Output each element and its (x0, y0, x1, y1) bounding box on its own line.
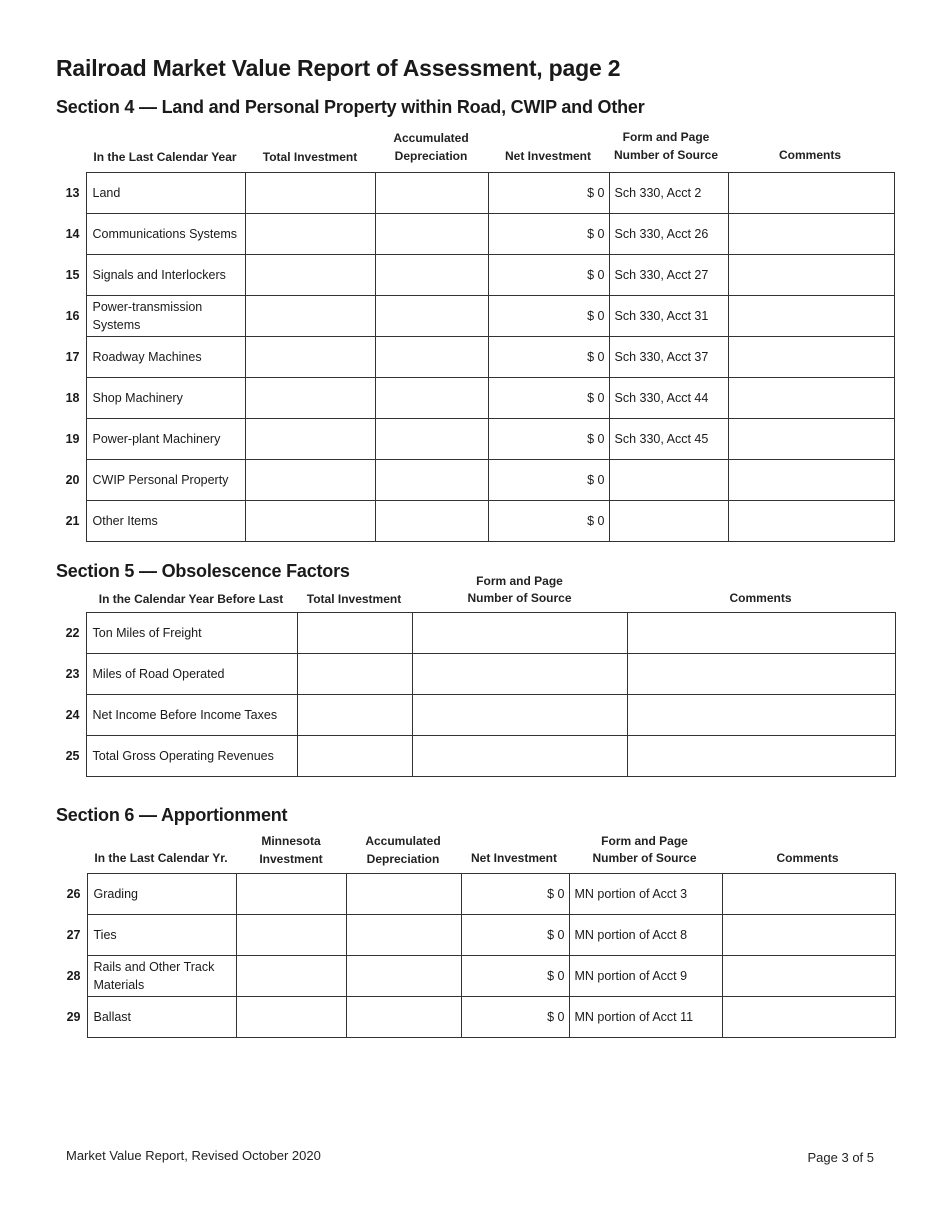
comments-input[interactable] (627, 695, 895, 736)
net-investment-value: $ 0 (488, 378, 609, 419)
s4-col-total: Total Investment (262, 150, 358, 164)
comments-input[interactable] (722, 956, 895, 997)
line-number: 26 (57, 874, 87, 915)
comments-input[interactable] (627, 654, 895, 695)
s6-col-comments: Comments (776, 851, 839, 865)
row-label: Ballast (87, 997, 236, 1038)
minnesota-investment-input[interactable] (236, 874, 346, 915)
s4-col-accum-2: Depreciation (394, 149, 468, 163)
line-number: 27 (57, 915, 87, 956)
section-6-table (57, 873, 896, 1038)
section-5-table (56, 612, 896, 777)
total-investment-input[interactable] (297, 654, 412, 695)
source-reference (609, 460, 728, 501)
s6-col-accum-1: Accumulated (365, 834, 441, 848)
table-row (57, 874, 895, 915)
source-reference: MN portion of Acct 9 (569, 956, 722, 997)
s6-col-mn-1: Minnesota (261, 834, 321, 848)
s6-col-label: In the Last Calendar Yr. (94, 851, 228, 865)
line-number: 18 (56, 378, 86, 419)
table-row (56, 378, 894, 419)
s5-col-label: In the Calendar Year Before Last (98, 592, 284, 606)
comments-input[interactable] (728, 460, 894, 501)
table-row (57, 997, 895, 1038)
comments-input[interactable] (722, 915, 895, 956)
source-input[interactable] (412, 695, 627, 736)
total-investment-input[interactable] (297, 613, 412, 654)
minnesota-investment-input[interactable] (236, 997, 346, 1038)
line-number: 21 (56, 501, 86, 542)
table-row (56, 501, 894, 542)
footer-revision: Market Value Report, Revised October 2020 (66, 1148, 321, 1163)
table-row (56, 736, 895, 777)
source-reference: Sch 330, Acct 31 (609, 296, 728, 337)
table-row (56, 695, 895, 736)
s4-col-source-2: Number of Source (613, 148, 718, 162)
accumulated-depreciation-input[interactable] (375, 378, 488, 419)
accumulated-depreciation-input[interactable] (375, 296, 488, 337)
source-reference: MN portion of Acct 8 (569, 915, 722, 956)
net-investment-value: $ 0 (488, 501, 609, 542)
line-number: 23 (56, 654, 86, 695)
section-4-table (56, 172, 895, 542)
net-investment-value: $ 0 (488, 214, 609, 255)
s6-col-source-1: Form and Page (601, 834, 688, 848)
table-row (56, 296, 894, 337)
comments-input[interactable] (627, 613, 895, 654)
minnesota-investment-input[interactable] (236, 956, 346, 997)
total-investment-input[interactable] (297, 695, 412, 736)
net-investment-value: $ 0 (461, 956, 569, 997)
net-investment-value: $ 0 (488, 419, 609, 460)
net-investment-value: $ 0 (488, 296, 609, 337)
total-investment-input[interactable] (245, 501, 375, 542)
row-label: Net Income Before Income Taxes (86, 695, 297, 736)
section-6-heading: Section 6 — Apportionment (56, 805, 288, 825)
net-investment-value: $ 0 (461, 915, 569, 956)
row-label: Grading (87, 874, 236, 915)
net-investment-value: $ 0 (488, 255, 609, 296)
footer-page-number: Page 3 of 5 (807, 1150, 874, 1165)
table-row (56, 460, 894, 501)
accumulated-depreciation-input[interactable] (375, 419, 488, 460)
comments-input[interactable] (728, 337, 894, 378)
row-label: Total Gross Operating Revenues (86, 736, 297, 777)
table-row (57, 915, 895, 956)
s5-col-source-2: Number of Source (467, 591, 572, 605)
source-reference: Sch 330, Acct 45 (609, 419, 728, 460)
line-number: 20 (56, 460, 86, 501)
table-row (56, 613, 895, 654)
line-number: 16 (56, 296, 86, 337)
line-number: 29 (57, 997, 87, 1038)
row-label: Roadway Machines (86, 337, 245, 378)
s6-col-net: Net Investment (470, 851, 558, 865)
row-label: Land (86, 173, 245, 214)
row-label: Communications Systems (86, 214, 245, 255)
line-number: 15 (56, 255, 86, 296)
source-input[interactable] (412, 613, 627, 654)
line-number: 28 (57, 956, 87, 997)
accumulated-depreciation-input[interactable] (346, 915, 461, 956)
source-input[interactable] (412, 654, 627, 695)
section-5-heading: Section 5 — Obsolescence Factors (56, 561, 350, 581)
row-label: Rails and Other Track Materials (87, 956, 236, 997)
accumulated-depreciation-input[interactable] (375, 214, 488, 255)
row-label: CWIP Personal Property (86, 460, 245, 501)
source-reference: Sch 330, Acct 44 (609, 378, 728, 419)
total-investment-input[interactable] (297, 736, 412, 777)
accumulated-depreciation-input[interactable] (375, 337, 488, 378)
accumulated-depreciation-input[interactable] (375, 255, 488, 296)
s5-col-source-1: Form and Page (476, 574, 563, 588)
net-investment-value: $ 0 (488, 337, 609, 378)
accumulated-depreciation-input[interactable] (375, 173, 488, 214)
row-label: Other Items (86, 501, 245, 542)
table-row (56, 337, 894, 378)
table-row (57, 956, 895, 997)
s6-col-mn-2: Investment (259, 852, 323, 866)
total-investment-input[interactable] (245, 337, 375, 378)
total-investment-input[interactable] (245, 460, 375, 501)
source-reference: Sch 330, Acct 26 (609, 214, 728, 255)
row-label: Signals and Interlockers (86, 255, 245, 296)
line-number: 14 (56, 214, 86, 255)
accumulated-depreciation-input[interactable] (375, 501, 488, 542)
source-reference (609, 501, 728, 542)
minnesota-investment-input[interactable] (236, 915, 346, 956)
table-row (56, 214, 894, 255)
comments-input[interactable] (728, 378, 894, 419)
section-4-heading: Section 4 — Land and Personal Property within Road, CWIP and Other (56, 97, 645, 117)
row-label: Shop Machinery (86, 378, 245, 419)
line-number: 19 (56, 419, 86, 460)
net-investment-value: $ 0 (488, 173, 609, 214)
row-label: Ties (87, 915, 236, 956)
s4-col-source-1: Form and Page (622, 130, 710, 144)
line-number: 22 (56, 613, 86, 654)
source-reference: MN portion of Acct 3 (569, 874, 722, 915)
total-investment-input[interactable] (245, 296, 375, 337)
accumulated-depreciation-input[interactable] (346, 874, 461, 915)
source-input[interactable] (412, 736, 627, 777)
s5-col-total: Total Investment (306, 592, 402, 606)
comments-input[interactable] (728, 255, 894, 296)
s5-col-comments: Comments (729, 591, 792, 605)
table-row (56, 419, 894, 460)
comments-input[interactable] (722, 997, 895, 1038)
source-reference: MN portion of Acct 11 (569, 997, 722, 1038)
row-label: Power-transmission Systems (86, 296, 245, 337)
line-number: 13 (56, 173, 86, 214)
line-number: 25 (56, 736, 86, 777)
line-number: 17 (56, 337, 86, 378)
table-row (56, 255, 894, 296)
s4-col-net: Net Investment (504, 149, 592, 163)
table-row (56, 173, 894, 214)
s4-col-accum-1: Accumulated (393, 131, 469, 145)
total-investment-input[interactable] (245, 255, 375, 296)
net-investment-value: $ 0 (488, 460, 609, 501)
comments-input[interactable] (627, 736, 895, 777)
page-title: Railroad Market Value Report of Assessment, page 2 (56, 55, 621, 81)
line-number: 24 (56, 695, 86, 736)
comments-input[interactable] (728, 419, 894, 460)
comments-input[interactable] (728, 501, 894, 542)
accumulated-depreciation-input[interactable] (375, 460, 488, 501)
s4-col-label: In the Last Calendar Year (93, 150, 237, 164)
total-investment-input[interactable] (245, 378, 375, 419)
source-reference: Sch 330, Acct 2 (609, 173, 728, 214)
total-investment-input[interactable] (245, 419, 375, 460)
comments-input[interactable] (728, 296, 894, 337)
comments-input[interactable] (728, 173, 894, 214)
s6-col-source-2: Number of Source (592, 851, 697, 865)
s6-col-accum-2: Depreciation (366, 852, 440, 866)
accumulated-depreciation-input[interactable] (346, 956, 461, 997)
comments-input[interactable] (722, 874, 895, 915)
s4-col-comments: Comments (778, 148, 841, 162)
comments-input[interactable] (728, 214, 894, 255)
accumulated-depreciation-input[interactable] (346, 997, 461, 1038)
table-row (56, 654, 895, 695)
net-investment-value: $ 0 (461, 874, 569, 915)
source-reference: Sch 330, Acct 37 (609, 337, 728, 378)
total-investment-input[interactable] (245, 214, 375, 255)
row-label: Ton Miles of Freight (86, 613, 297, 654)
total-investment-input[interactable] (245, 173, 375, 214)
source-reference: Sch 330, Acct 27 (609, 255, 728, 296)
row-label: Miles of Road Operated (86, 654, 297, 695)
net-investment-value: $ 0 (461, 997, 569, 1038)
row-label: Power-plant Machinery (86, 419, 245, 460)
